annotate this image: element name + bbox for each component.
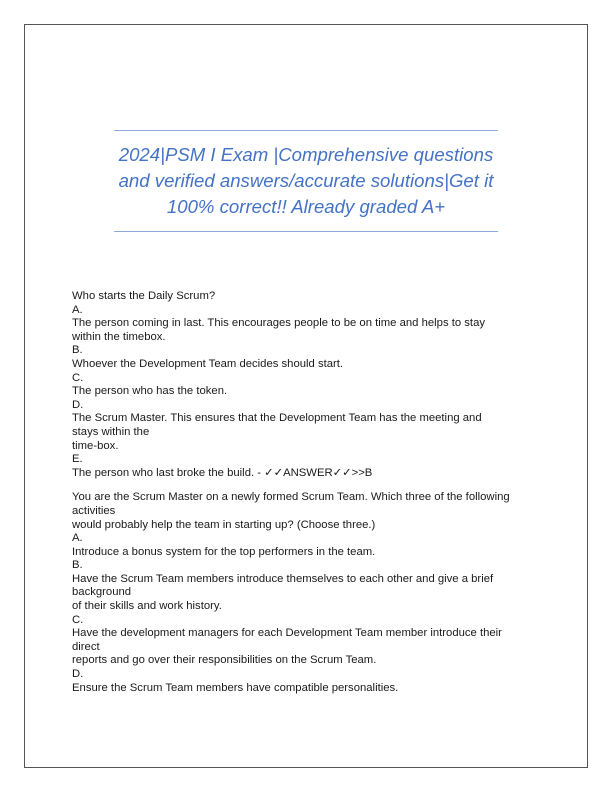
question-text: Who starts the Daily Scrum? bbox=[72, 290, 216, 302]
option-text: Ensure the Scrum Team members have compatible personalities. bbox=[72, 681, 399, 694]
option-letter: A. bbox=[72, 532, 83, 545]
option-letter: A. bbox=[72, 303, 83, 316]
option-text: Introduce a bonus system for the top performers in the team. bbox=[72, 545, 376, 558]
question-gap bbox=[72, 480, 552, 491]
title-bottom-rule bbox=[114, 231, 498, 232]
option-letter: C. bbox=[72, 371, 84, 384]
option-text: Whoever the Development Team decides should start. bbox=[72, 357, 344, 370]
option-letter: D. bbox=[72, 668, 84, 681]
option-text: reports and go over their responsibilities on the Scrum Team. bbox=[72, 654, 377, 667]
option-text: Have the development managers for each Development Team member introduce their bbox=[72, 627, 502, 640]
option-text: within the timebox. bbox=[72, 330, 166, 343]
option-letter: C. bbox=[72, 613, 84, 626]
option-letter: E. bbox=[72, 453, 83, 466]
option-text: background bbox=[72, 586, 132, 599]
option-text: Have the Scrum Team members introduce themselves to each other and give a brief bbox=[72, 572, 494, 585]
option-letter: B. bbox=[72, 559, 83, 572]
option-letter: B. bbox=[72, 344, 83, 357]
option-text: stays within the bbox=[72, 425, 150, 438]
title-line: 100% correct!! Already graded A+ bbox=[166, 196, 446, 217]
document-title bbox=[114, 142, 498, 220]
option-text: The person coming in last. This encourages people to be on time and helps to stay bbox=[72, 317, 486, 330]
option-text: time-box. bbox=[72, 439, 119, 452]
question-text: You are the Scrum Master on a newly formed Scrum Team. Which three of the following bbox=[72, 491, 510, 504]
question-text: activities bbox=[72, 504, 116, 517]
question-text: would probably help the team in starting up? (Choose three.) bbox=[72, 518, 376, 531]
title-top-rule bbox=[114, 130, 498, 131]
title-block bbox=[114, 130, 498, 232]
option-letter: D. bbox=[72, 398, 84, 411]
title-line: 2024|PSM I Exam |Comprehensive questions bbox=[118, 144, 494, 165]
question-block-1 bbox=[72, 290, 552, 480]
question-block-2 bbox=[72, 491, 552, 695]
option-text: The Scrum Master. This ensures that the Development Team has the meeting and bbox=[72, 412, 482, 425]
title-line: and verified answers/accurate solutions|Get it bbox=[118, 170, 494, 191]
option-text: The person who has the token. bbox=[72, 385, 228, 398]
question-content bbox=[72, 290, 552, 695]
option-text: direct bbox=[72, 640, 100, 653]
option-text: of their skills and work history. bbox=[72, 600, 222, 613]
answer-line: The person who last broke the build. - ✓✓ANSWER✓✓>>B bbox=[72, 466, 373, 479]
